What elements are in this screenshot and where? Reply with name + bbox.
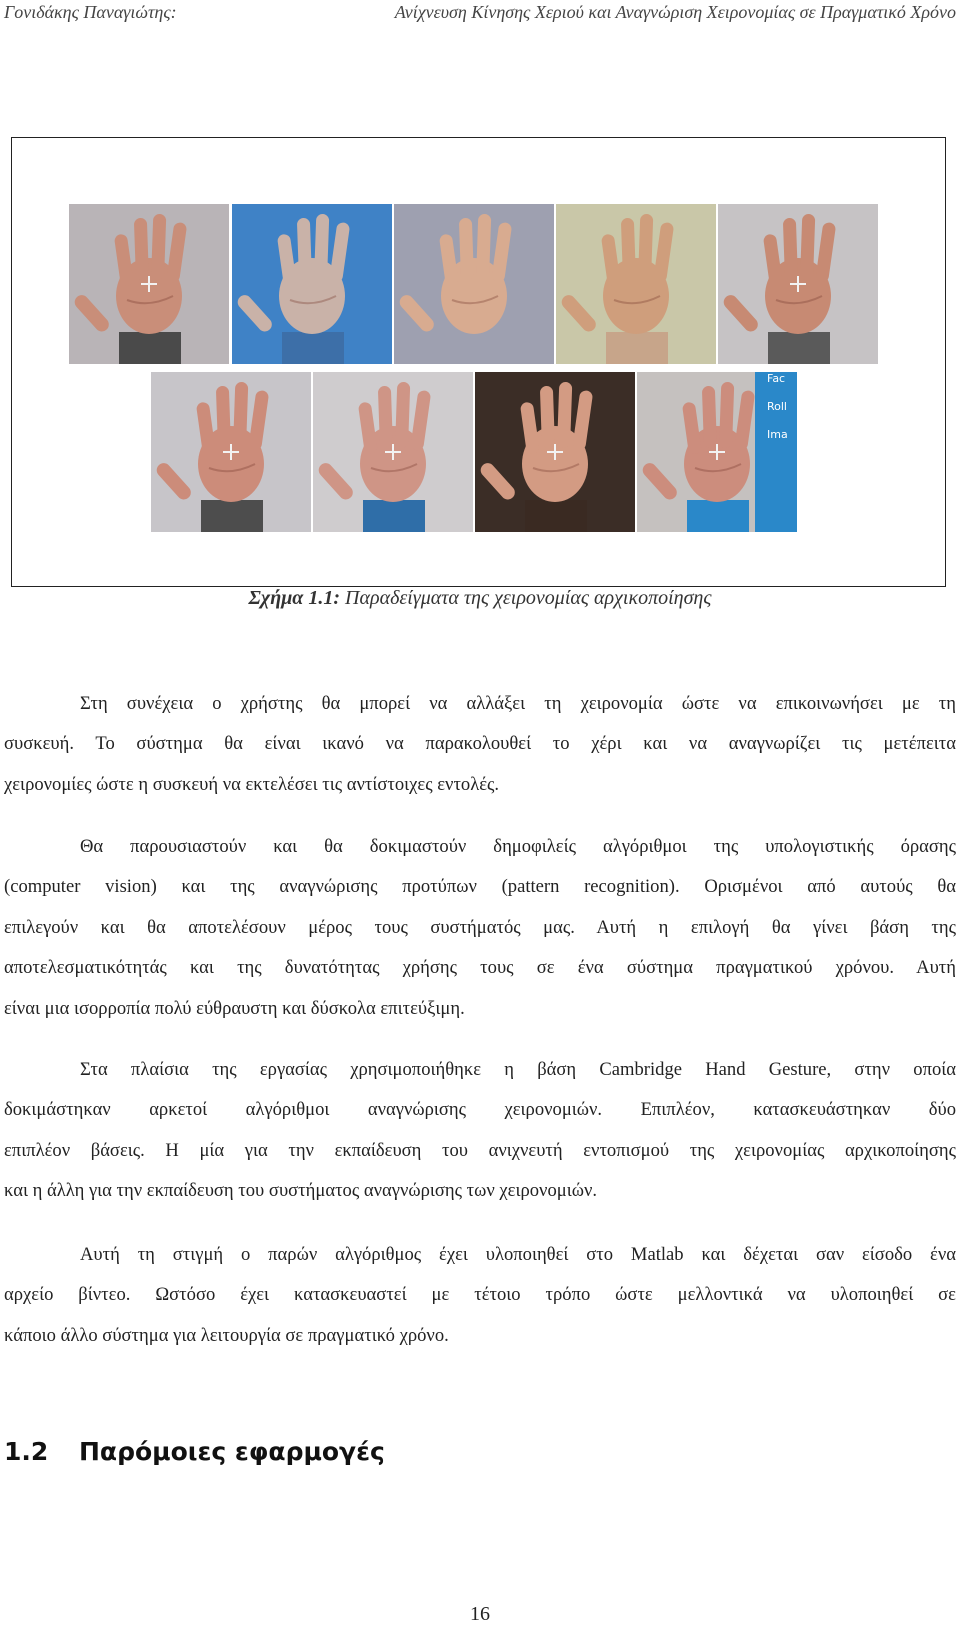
text-line: Στα πλαίσια της εργασίας χρησιμοποιήθηκε η βάση Cambridge Hand Gesture, στην οποία <box>80 1059 956 1080</box>
text-line: αποτελεσματικότητάς και της δυνατότητας χρήσης τους σε ένα σύστημα πραγματικού χρόνου. Αυτή <box>4 957 956 979</box>
text-line: χειρονομίες ώστε η συσκευή να εκτελέσει τις αντίστοιχες εντολές. <box>4 773 500 795</box>
screen-label: Fac <box>767 372 786 385</box>
section-title: Παρόμοιες εφαρμογές <box>79 1437 385 1466</box>
screen-label: Roll <box>767 400 787 413</box>
text-line: Αυτή τη στιγμή ο παρών αλγόριθμος έχει υλοποιηθεί στο Matlab και δέχεται σαν είσοδο ένα <box>80 1244 956 1265</box>
text-line: Θα παρουσιαστούν και θα δοκιμαστούν δημοφιλείς αλγόριθμοι της υπολογιστικής όρασης <box>80 836 956 857</box>
paragraph-3 <box>4 1050 956 1212</box>
caption-label: Σχήμα 1.1: <box>248 587 341 609</box>
hand-photo-2 <box>232 204 392 364</box>
header-title: Ανίχνευση Κίνησης Χεριού και Αναγνώριση Χειρονομίας σε Πραγματικό Χρόνο <box>394 2 956 22</box>
text-line: συσκευή. Το σύστημα θα είναι ικανό να παρακολουθεί το χέρι και να αναγνωρίζει τις μετέπειτα <box>4 733 956 755</box>
hand-photo-3 <box>394 204 554 364</box>
hand-photo-6 <box>151 372 311 532</box>
paragraph-4 <box>4 1235 956 1356</box>
text-line: δοκιμάστηκαν αρκετοί αλγόριθμοι αναγνώρισης χειρονομιών. Επιπλέον, κατασκευάστηκαν δύο <box>4 1099 956 1121</box>
text-line: επιλεγούν και θα αποτελέσουν μέρος τους συστήματός μας. Αυτή η επιλογή θα γίνει βάση της <box>4 916 956 938</box>
paragraph-1 <box>4 684 956 805</box>
figure-frame <box>11 137 946 587</box>
text-line: κάποιο άλλο σύστημα για λειτουργία σε πραγματικό χρόνο. <box>4 1324 449 1346</box>
text-line: είναι μια ισορροπία πολύ εύθραυστη και δύσκολα επιτεύξιμη. <box>4 997 465 1019</box>
header-author: Γονιδάκης Παναγιώτης: <box>4 2 177 22</box>
section-number: 1.2 <box>4 1437 49 1466</box>
page-number: 16 <box>470 1603 490 1625</box>
hand-photo-8 <box>475 372 635 532</box>
figure-caption <box>0 587 960 610</box>
text-line: (computer vision) και της αναγνώρισης προτύπων (pattern recognition). Ορισμένοι από αυτούς θα <box>4 876 956 898</box>
hand-photo-5 <box>718 204 878 364</box>
running-header <box>0 0 960 28</box>
hand-photo-7 <box>313 372 473 532</box>
section-heading <box>4 1437 385 1466</box>
hand-photo-9 <box>637 372 797 532</box>
caption-text: Παραδείγματα της χειρονομίας αρχικοποίησης <box>340 587 712 609</box>
text-line: και η άλλη για την εκπαίδευση του συστήματος αναγνώρισης των χειρονομιών. <box>4 1180 598 1202</box>
text-line: επιπλέον βάσεις. Η μία για την εκπαίδευση του ανιχνευτή εντοπισμού της χειρονομίας αρχικοποίησης <box>4 1139 956 1161</box>
screen-label: Ima <box>767 428 788 441</box>
text-line: αρχείο βίντεο. Ωστόσο έχει κατασκευαστεί με τέτοιο τρόπο ώστε μελλοντικά να υλοποιηθεί σε <box>4 1284 956 1306</box>
hand-photo-1 <box>69 204 229 364</box>
text-line: Στη συνέχεια ο χρήστης θα μπορεί να αλλάξει τη χειρονομία ώστε να επικοινωνήσει με τη <box>80 693 956 714</box>
hand-photo-4 <box>556 204 716 364</box>
paragraph-2 <box>4 827 956 1029</box>
